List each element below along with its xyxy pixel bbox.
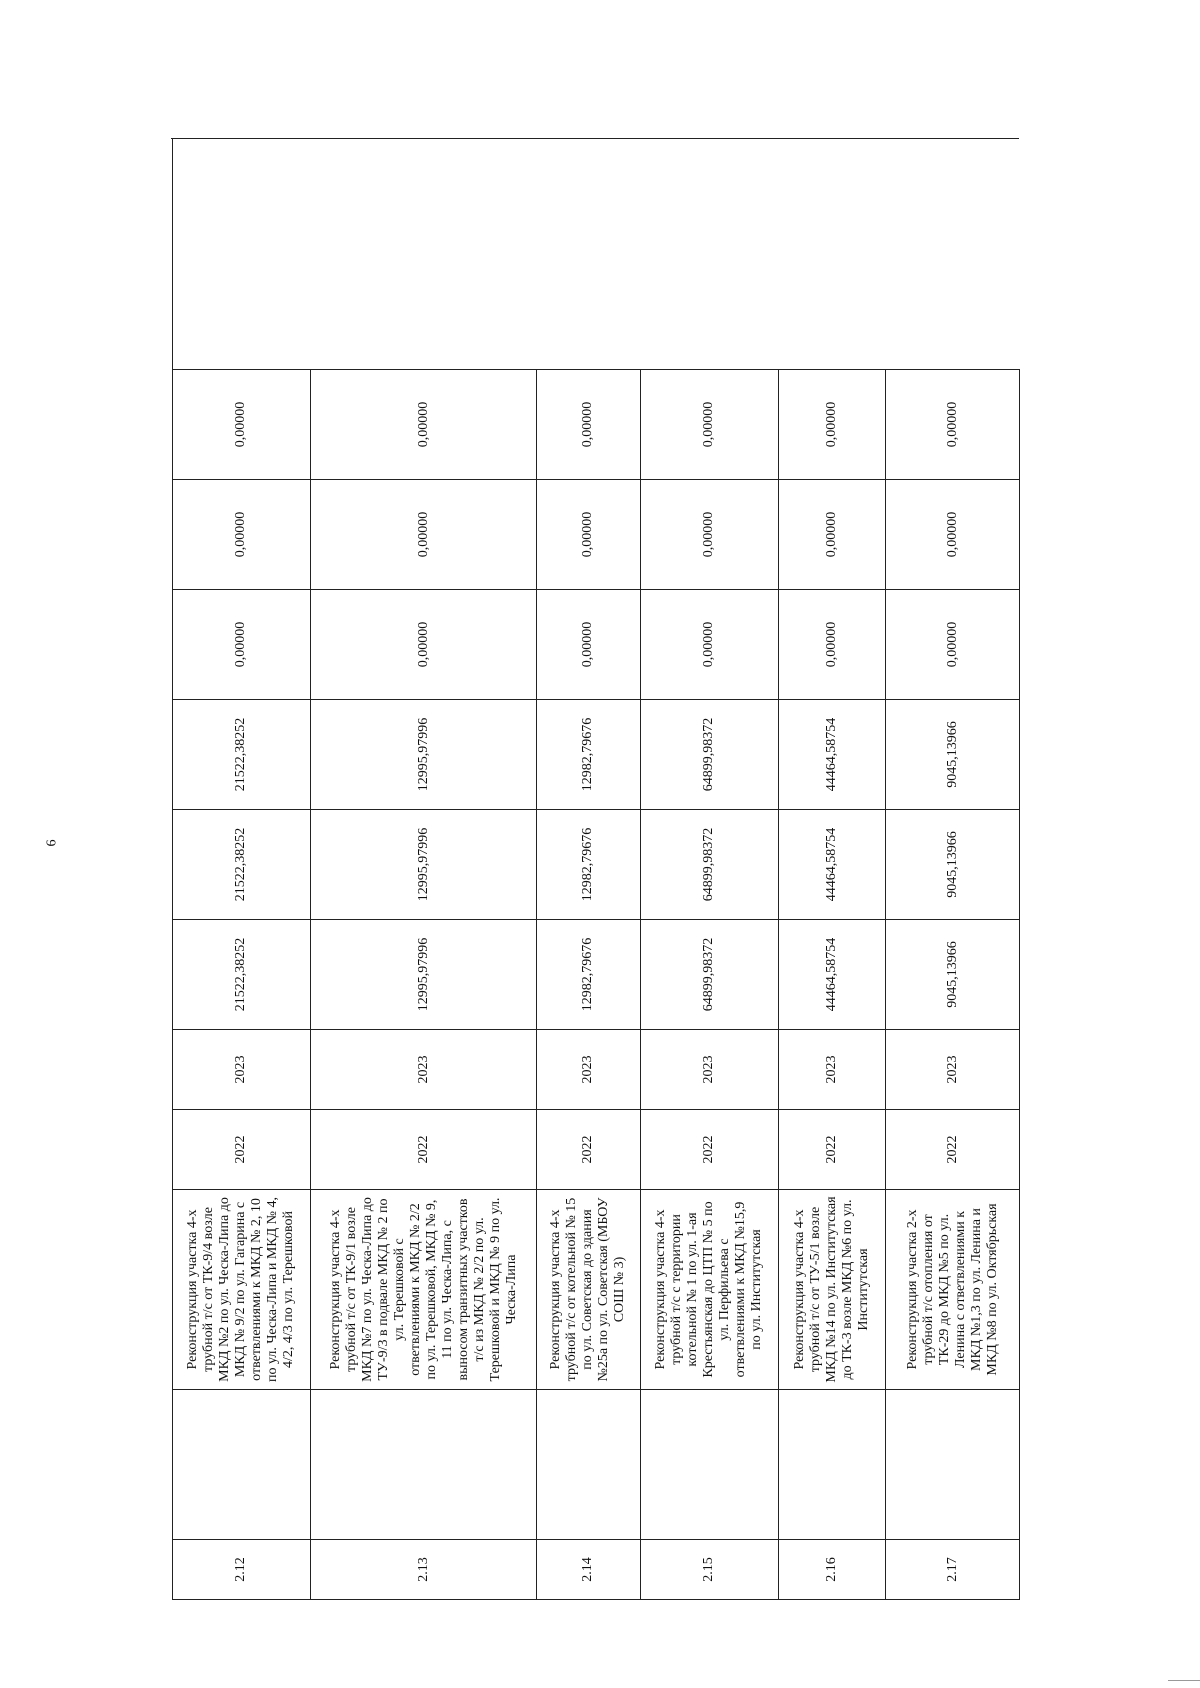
zero-value-2: 0,00000: [640, 480, 778, 590]
value-2: 12995,97996: [310, 810, 536, 920]
value-2: 9045,13966: [886, 810, 1020, 920]
value-3: 12982,79676: [537, 700, 640, 810]
zero-value-3: 0,00000: [640, 370, 778, 480]
project-description: Реконструкция участка 2-х трубной т/с отопления от ТК-29 до МКД №5 по ул. Ленина с ответвлениями к МКД №1,3 по ул. Ленина и МКД №8 по ул. Октябрьская: [886, 1190, 1020, 1390]
table-row: [173, 140, 311, 1600]
end-year: 2023: [778, 1030, 886, 1110]
zero-value-3: 0,00000: [778, 370, 886, 480]
value-total: 12982,79676: [537, 920, 640, 1030]
start-year: 2022: [310, 1110, 536, 1190]
empty-cell: [310, 1390, 536, 1540]
row-number: 2.12: [173, 1540, 311, 1600]
zero-value-2: 0,00000: [778, 480, 886, 590]
value-total: 44464,58754: [778, 920, 886, 1030]
row-number: 2.14: [537, 1540, 640, 1600]
start-year: 2022: [640, 1110, 778, 1190]
end-year: 2023: [173, 1030, 311, 1110]
zero-value-1: 0,00000: [173, 590, 311, 700]
end-year: 2023: [310, 1030, 536, 1110]
end-year: 2023: [886, 1030, 1020, 1110]
zero-value-3: 0,00000: [537, 370, 640, 480]
project-description: Реконструкция участка 4-х трубной т/с от ТК-9/4 возле МКД №2 по ул. Ческа-Липа до МКД № 9/2 по ул. Гагарина с ответвлениями к МКД № 2, 10 по ул. Ческа-Липа и МКД № 4, 4/2, 4/3 по ул. Терешковой: [173, 1190, 311, 1390]
zero-value-2: 0,00000: [310, 480, 536, 590]
value-total: 64899,98372: [640, 920, 778, 1030]
row-number: 2.15: [640, 1540, 778, 1600]
value-2: 21522,38252: [173, 810, 311, 920]
row-number: 2.16: [778, 1540, 886, 1600]
value-total: 9045,13966: [886, 920, 1020, 1030]
project-description: Реконструкция участка 4-х трубной т/с от ТК-9/1 возле МКД №7 по ул. Ческа-Липа до ТУ-9/3 в подвале МКД № 2 по ул. Терешковой с ответвлениями к МКД № 2/2 по ул. Терешковой, МКД № 9, 11 по ул. Ческа-Липа, с выносом транзитных участков т/с из МКД № 2/2 по ул. Терешковой и МКД № 9 по ул. Ческа-Липа: [310, 1190, 536, 1390]
scan-mark: [1168, 1680, 1200, 1681]
value-3: 9045,13966: [886, 700, 1020, 810]
start-year: 2022: [537, 1110, 640, 1190]
end-year: 2023: [537, 1030, 640, 1110]
zero-value-3: 0,00000: [886, 370, 1020, 480]
page-number: 6: [44, 839, 60, 847]
project-description: Реконструкция участка 4-х трубной т/с от ТУ-5/1 возле МКД №14 по ул. Институтская до ТК-3 возле МКД №6 по ул. Институтская: [778, 1190, 886, 1390]
start-year: 2022: [886, 1110, 1020, 1190]
zero-value-2: 0,00000: [886, 480, 1020, 590]
value-total: 21522,38252: [173, 920, 311, 1030]
project-description: Реконструкция участка 4-х трубной т/с с территории котельной № 1 по ул. 1-ая Крестьянская до ЦТП № 5 по ул. Перфильева с ответвлениями к МКД №15,9 по ул. Институтская: [640, 1190, 778, 1390]
zero-value-1: 0,00000: [640, 590, 778, 700]
zero-value-2: 0,00000: [173, 480, 311, 590]
end-year: 2023: [640, 1030, 778, 1110]
investment-table: [172, 140, 1020, 1601]
zero-value-2: 0,00000: [537, 480, 640, 590]
zero-value-1: 0,00000: [310, 590, 536, 700]
start-year: 2022: [173, 1110, 311, 1190]
row-number: 2.17: [886, 1540, 1020, 1600]
rotated-table-container: [172, 140, 1020, 1600]
zero-value-3: 0,00000: [173, 370, 311, 480]
value-2: 64899,98372: [640, 810, 778, 920]
value-3: 44464,58754: [778, 700, 886, 810]
zero-value-1: 0,00000: [778, 590, 886, 700]
value-total: 12995,97996: [310, 920, 536, 1030]
row-number: 2.13: [310, 1540, 536, 1600]
empty-cell: [640, 1390, 778, 1540]
empty-cell: [173, 1390, 311, 1540]
zero-value-3: 0,00000: [310, 370, 536, 480]
zero-value-1: 0,00000: [886, 590, 1020, 700]
empty-cell: [537, 1390, 640, 1540]
value-2: 12982,79676: [537, 810, 640, 920]
project-description: Реконструкция участка 4-х трубной т/с от котельной № 15 по ул. Советская до здания №25а по ул. Советская (МБОУ СОШ № 3): [537, 1190, 640, 1390]
empty-cell: [886, 1390, 1020, 1540]
empty-cell: [778, 1390, 886, 1540]
zero-value-1: 0,00000: [537, 590, 640, 700]
value-3: 64899,98372: [640, 700, 778, 810]
value-3: 12995,97996: [310, 700, 536, 810]
value-2: 44464,58754: [778, 810, 886, 920]
start-year: 2022: [778, 1110, 886, 1190]
empty-side-area: [173, 140, 1020, 370]
value-3: 21522,38252: [173, 700, 311, 810]
